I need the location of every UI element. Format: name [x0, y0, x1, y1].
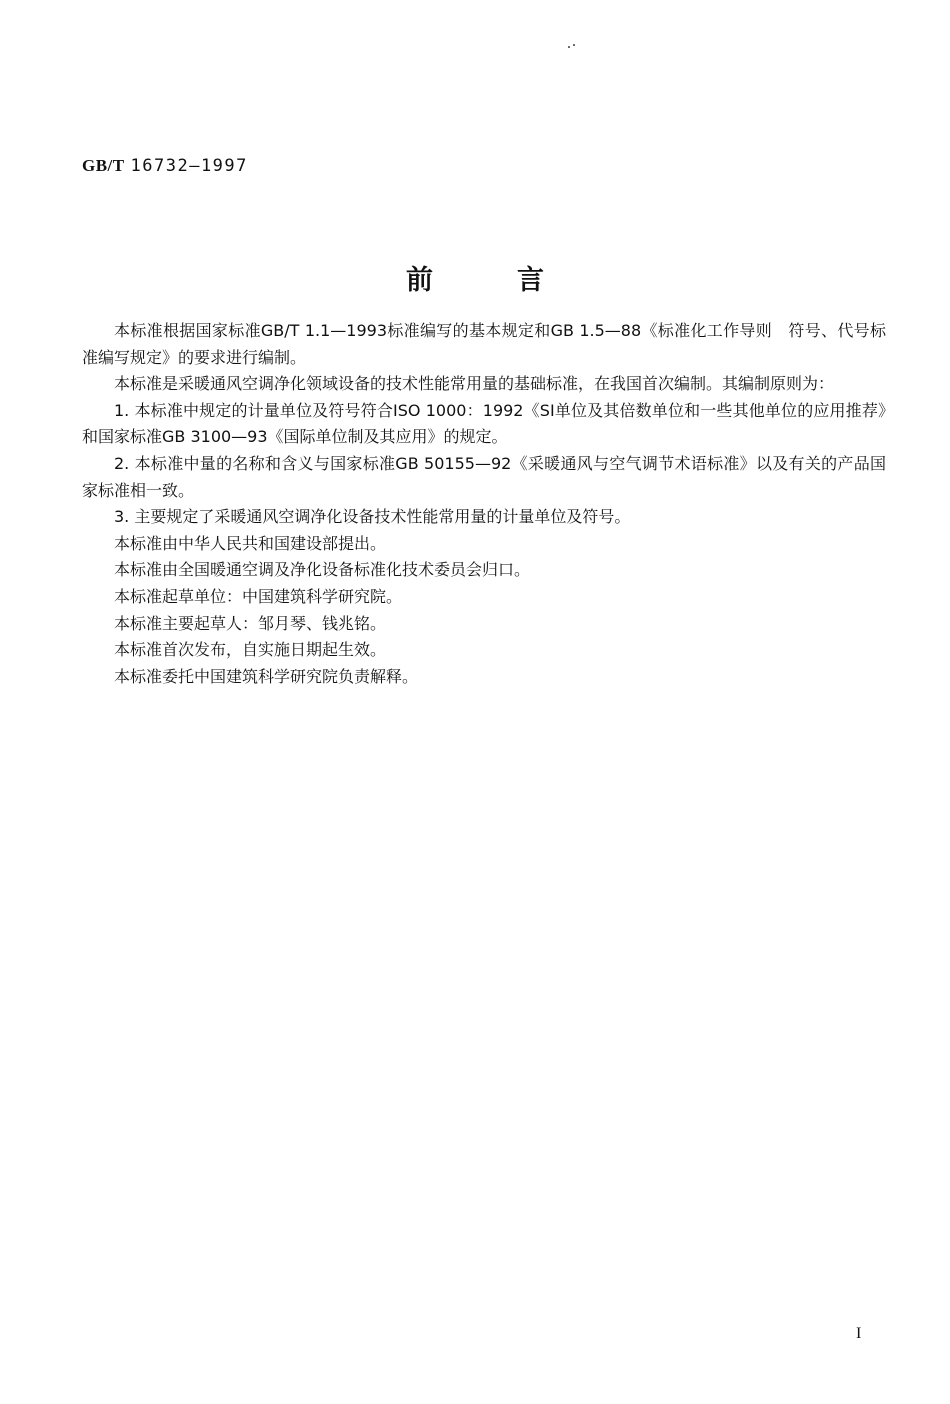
- standard-code: [82, 156, 248, 176]
- paragraph-principle-3: 3. 主要规定了采暖通风空调净化设备技术性能常用量的计量单位及符号。: [114, 507, 631, 527]
- foreword-body: [82, 318, 886, 690]
- paragraph-drafters: 本标准主要起草人：邹月琴、钱兆铭。: [114, 613, 387, 633]
- paragraph-first-release: 本标准首次发布，自实施日期起生效。: [114, 640, 387, 660]
- page-number: I: [856, 1325, 862, 1342]
- paragraph-drafting-unit: 本标准起草单位：中国建筑科学研究院。: [114, 586, 403, 606]
- paragraph-committee: 本标准由全国暖通空调及净化设备标准化技术委员会归口。: [114, 560, 531, 580]
- standard-number: 16732—1997: [130, 156, 248, 176]
- standard-prefix: GB/T: [82, 156, 125, 175]
- page-title: 前言: [406, 265, 628, 296]
- paragraph-principle-2: 2. 本标准中量的名称和含义与国家标准GB 50155—92《采暖通风与空气调节术语标准》以及有关的产品国家标准相一致。: [82, 453, 886, 500]
- paragraph-basis: 本标准根据国家标准GB/T 1.1—1993标准编写的基本规定和GB 1.5—88《标准化工作导则 符号、代号标准编写规定》的要求进行编制。: [82, 321, 886, 367]
- paragraph-proposer: 本标准由中华人民共和国建设部提出。: [114, 533, 387, 553]
- scan-speck: [568, 44, 576, 48]
- paragraph-interpretation: 本标准委托中国建筑科学研究院负责解释。: [114, 666, 419, 686]
- paragraph-principle-1: 1. 本标准中规定的计量单位及符号符合ISO 1000：1992《SI单位及其倍数单位和一些其他单位的应用推荐》和国家标准GB 3100—93《国际单位制及其应用》的规定。: [82, 400, 886, 447]
- paragraph-principles: 本标准是采暖通风空调净化领域设备的技术性能常用量的基础标准，在我国首次编制。其编制原则为：: [114, 374, 835, 394]
